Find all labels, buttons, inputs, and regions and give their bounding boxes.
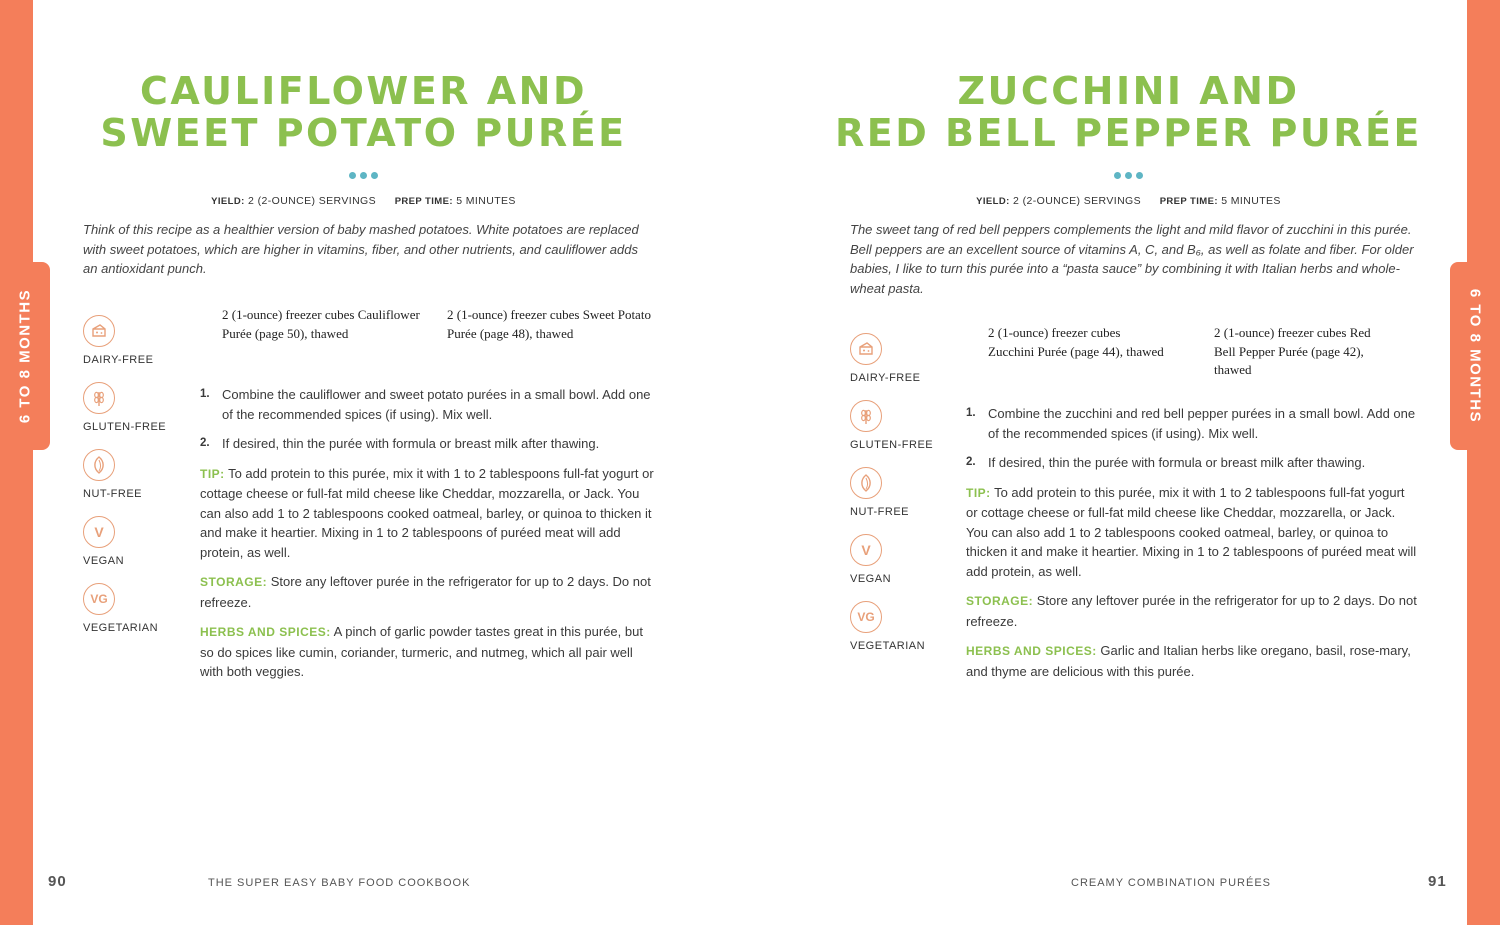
left-title-dots (5, 166, 722, 184)
right-yield-prep (770, 195, 1487, 207)
herbs-label: HERBS AND SPICES: (966, 644, 1097, 658)
dietary-label-vegetarian: VEGETARIAN (83, 622, 159, 634)
dietary-label-vegetarian: VEGETARIAN (850, 640, 926, 652)
dietary-label-dairy-free: DAIRY-FREE (850, 372, 921, 384)
dietary-item (83, 449, 193, 516)
tip-label: TIP: (200, 466, 225, 481)
step-text: Combine the zucchini and red bell pepper purées in a small bowl. Add one of the recommended spices (if using). Mix well. (988, 406, 1416, 441)
right-recipe-title (770, 70, 1487, 154)
right-title-line-1: ZUCCHINI AND (957, 69, 1300, 113)
dietary-item (850, 601, 960, 668)
left-running-head: THE SUPER EASY BABY FOOD COOKBOOK (208, 877, 471, 889)
herbs-label: HERBS AND SPICES: (200, 625, 331, 639)
cheese-icon (850, 333, 882, 365)
right-age-tab-label: 6 TO 8 MONTHS (1466, 288, 1484, 424)
tip-text: To add protein to this purée, mix it with 1 to 2 tablespoons full-fat yogurt or cottage cheese or full-fat mild cheese like Cheddar, mozzarella, or Jack. You can also add 1 to 2 tablespoons cooked oatmeal, barley, or quinoa to thicken it and make it heartier. Mixing in 1 to 2 tablespoons of puréed meat will add protein, as well. (200, 465, 654, 560)
herbs-text: Garlic and Italian herbs like oregano, basil, rose-mary, and thyme are delicious with this purée. (966, 643, 1411, 679)
dietary-item (850, 534, 960, 601)
vegetarian-vg-icon: VG (83, 583, 115, 615)
left-recipe-title (5, 70, 722, 154)
right-page-number: 91 (1428, 873, 1447, 890)
wheat-icon (850, 400, 882, 432)
vegan-v-icon: V (83, 516, 115, 548)
right-title-dots (770, 166, 1487, 184)
dot-ornament (1114, 172, 1121, 179)
right-running-head: CREAMY COMBINATION PURÉES (1071, 877, 1272, 889)
dietary-item (850, 400, 960, 467)
vegetarian-vg-icon: VG (850, 601, 882, 633)
dot-ornament (360, 172, 367, 179)
yield-label: YIELD: (976, 196, 1010, 207)
dietary-label-gluten-free: GLUTEN-FREE (850, 439, 934, 451)
herbs-text: A pinch of garlic powder tastes great in this purée, but so do spices like cumin, coriander, turmeric, and nutmeg, which all pair well with both veggies. (200, 624, 643, 679)
dot-ornament (349, 172, 356, 179)
step-number: 1. (966, 407, 976, 419)
step-text: Combine the cauliflower and sweet potato purées in a small bowl. Add one of the recommended spices (if using). Mix well. (222, 387, 651, 422)
prep-time-value: 5 MINUTES (1221, 195, 1281, 207)
yield-value: 2 (2-OUNCE) SERVINGS (248, 195, 377, 207)
right-ingredient-2: 2 (1-ounce) freezer cubes Red Bell Pepper Purée (page 42), thawed (1214, 325, 1371, 377)
dietary-item (83, 315, 193, 382)
dietary-label-nut-free: NUT-FREE (850, 506, 909, 518)
left-ingredient-1: 2 (1-ounce) freezer cubes Cauliflower Purée (page 50), thawed (222, 307, 420, 341)
cheese-icon (83, 315, 115, 347)
dietary-item (850, 467, 960, 534)
dietary-item (83, 516, 193, 583)
right-page (750, 0, 1467, 925)
left-storage (200, 572, 655, 612)
right-tip (966, 483, 1418, 582)
step-number: 1. (200, 388, 210, 400)
right-title-line-2: RED BELL PEPPER PURÉE (835, 111, 1422, 155)
prep-time-value: 5 MINUTES (456, 195, 516, 207)
step-number: 2. (966, 456, 976, 468)
dietary-label-gluten-free: GLUTEN-FREE (83, 421, 167, 433)
right-intro-text: The sweet tang of red bell peppers complements the light and mild flavor of zucchini in this purée. Bell peppers are an excellent source of vitamins A, C, and B₆, as well as folate and fiber. For older babies, I like to turn this purée into a “pasta sauce” by combining it with Italian herbs and whole-wheat pasta. (850, 222, 1414, 296)
right-storage (966, 591, 1418, 631)
dietary-label-nut-free: NUT-FREE (83, 488, 142, 500)
right-ingredient-1: 2 (1-ounce) freezer cubes Zucchini Purée (page 44), thawed (988, 325, 1164, 359)
left-page-number: 90 (48, 873, 67, 890)
left-recipe-body (200, 385, 655, 692)
left-title-line-2: SWEET POTATO PURÉE (100, 111, 627, 155)
dietary-item (83, 583, 193, 650)
dietary-label-dairy-free: DAIRY-FREE (83, 354, 154, 366)
yield-value: 2 (2-OUNCE) SERVINGS (1013, 195, 1142, 207)
right-recipe-body (966, 404, 1418, 691)
yield-label: YIELD: (211, 196, 245, 207)
step-text: If desired, thin the purée with formula or breast milk after thawing. (988, 455, 1366, 470)
almond-icon (83, 449, 115, 481)
prep-time-label: PREP TIME: (394, 196, 453, 207)
left-step-1 (200, 385, 655, 424)
left-ingredient-2: 2 (1-ounce) freezer cubes Sweet Potato Purée (page 48), thawed (447, 307, 651, 341)
left-herbs-spices (200, 622, 655, 682)
left-step-2 (200, 434, 655, 454)
dot-ornament (371, 172, 378, 179)
left-tip (200, 464, 655, 563)
left-dietary-icons (83, 315, 193, 650)
right-step-2 (966, 453, 1418, 473)
left-intro-text: Think of this recipe as a healthier version of baby mashed potatoes. White potatoes are replaced with sweet potatoes, which are higher in vitamins, fiber, and other nutrients, and cauliflower adds an antioxidant punch. (83, 222, 639, 276)
wheat-icon (83, 382, 115, 414)
left-title-line-1: CAULIFLOWER AND (139, 69, 588, 113)
prep-time-label: PREP TIME: (1159, 196, 1218, 207)
right-step-1 (966, 404, 1418, 443)
dietary-item (83, 382, 193, 449)
left-age-tab-label: 6 TO 8 MONTHS (16, 288, 34, 424)
dietary-label-vegan: VEGAN (850, 573, 892, 585)
left-page (33, 0, 750, 925)
dietary-item (850, 333, 960, 400)
right-dietary-icons (850, 333, 960, 668)
tip-label: TIP: (966, 485, 991, 500)
storage-label: STORAGE: (200, 575, 268, 589)
step-text: If desired, thin the purée with formula or breast milk after thawing. (222, 436, 600, 451)
tip-text: To add protein to this purée, mix it with 1 to 2 tablespoons full-fat yogurt or cottage cheese or full-fat mild cheese like Cheddar, mozzarella, or Jack. You can also add 1 to 2 tablespoons cooked oatmeal, barley, or quinoa to thicken it and make it heartier. Mixing in 1 to 2 tablespoons of puréed meat will add protein, as well. (966, 484, 1417, 579)
vegan-v-icon: V (850, 534, 882, 566)
dot-ornament (1125, 172, 1132, 179)
storage-text: Store any leftover purée in the refrigerator for up to 2 days. Do not refreeze. (200, 574, 651, 610)
step-number: 2. (200, 437, 210, 449)
storage-text: Store any leftover purée in the refrigerator for up to 2 days. Do not refreeze. (966, 593, 1417, 629)
dietary-label-vegan: VEGAN (83, 555, 125, 567)
left-yield-prep (5, 195, 722, 207)
storage-label: STORAGE: (966, 594, 1034, 608)
right-herbs-spices (966, 641, 1418, 681)
dot-ornament (1136, 172, 1143, 179)
almond-icon (850, 467, 882, 499)
